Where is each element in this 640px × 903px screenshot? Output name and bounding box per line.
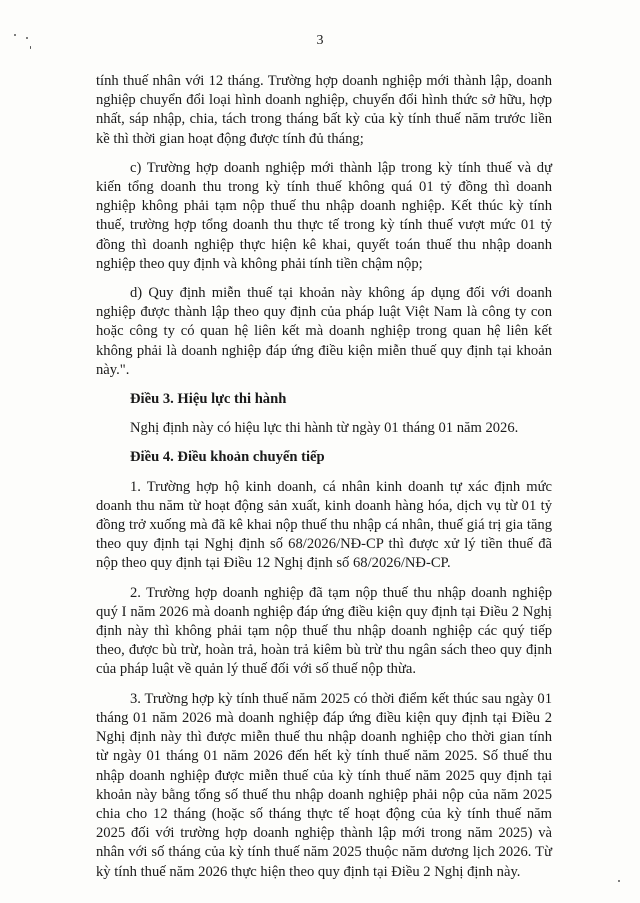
article-4-item-2: 2. Trường hợp doanh nghiệp đã tạm nộp thuế thu nhập doanh nghiệp quý I năm 2026 mà doanh nghiệp đáp ứng điều kiện quy định tại Điều 2 Nghị định này thì không phải tạm nộp thuế thu nhập doanh nghiệp các quý tiếp theo, được bù trừ, hoàn trả, hoàn trả kiêm bù trừ thu ngân sách theo quy định của pháp luật về quản lý thuế đối với số thuế nộp thừa.: [96, 584, 552, 678]
page-number: 3: [316, 33, 324, 48]
article-4-heading: Điều 4. Điều khoản chuyển tiếp: [130, 449, 325, 466]
article-4-item-3: 3. Trường hợp kỳ tính thuế năm 2025 có thời điểm kết thúc sau ngày 01 tháng 01 năm 2026 mà doanh nghiệp đáp ứng điều kiện quy định tại Điều 2 Nghị định này thì được miễn thuế thu nhập doanh nghiệp cho thời gian tính từ ngày 01 tháng 01 năm 2026 đến hết kỳ tính thuế năm 2025. Số thuế thu nhập doanh nghiệp được miễn thuế của kỳ tính thuế năm 2025 quy định tại khoản này bằng tổng số thuế thu nhập doanh nghiệp phải nộp của năm 2025 chia cho 12 tháng (hoặc số tháng thực tế hoạt động của kỳ tính thuế năm 2025 đối với trường hợp doanh nghiệp thành lập mới trong năm 2025) và nhân với số tháng của kỳ tính thuế năm 2025 thuộc năm dương lịch 2026. Từ kỳ tính thuế năm 2026 thực hiện theo quy định tại Điều 2 Nghị định này.: [96, 690, 552, 880]
article-3-heading: Điều 3. Hiệu lực thi hành: [130, 391, 287, 408]
document-body: [96, 72, 552, 892]
paragraph-c: c) Trường hợp doanh nghiệp mới thành lập trong kỳ tính thuế và dự kiến tổng doanh thu trong kỳ tính thuế không quá 01 tỷ đồng thì doanh nghiệp không phải tạm nộp thuế thu nhập doanh nghiệp. Kết thúc kỳ tính thuế, trường hợp tổng doanh thu thực tế trong kỳ tính thuế vượt mức 01 tỷ đồng thì doanh nghiệp thực hiện kê khai, quyết toán thuế thu nhập doanh nghiệp theo quy định và không phải tính tiền chậm nộp;: [96, 159, 552, 272]
article-3-text: Nghị định này có hiệu lực thi hành từ ngày 01 tháng 01 năm 2026.: [130, 420, 519, 437]
paragraph-d: d) Quy định miễn thuế tại khoản này không áp dụng đối với doanh nghiệp được thành lập theo quy định của pháp luật Việt Nam là công ty con hoặc công ty có quan hệ liên kết mà doanh nghiệp trong quan hệ liên kết không phải là doanh nghiệp đáp ứng điều kiện miễn thuế quy định tại khoản này.".: [96, 285, 552, 378]
article-4-item-1: 1. Trường hợp hộ kinh doanh, cá nhân kinh doanh tự xác định mức doanh thu năm từ hoạt động sản xuất, kinh doanh hàng hóa, dịch vụ từ 01 tỷ đồng trở xuống mà đã kê khai nộp thuế thu nhập cá nhân, thuế giá trị gia tăng theo quy định tại Nghị định số 68/2026/NĐ-CP thì được xử lý tiền thuế đã nộp theo quy định tại Điều 12 Nghị định số 68/2026/NĐ-CP.: [96, 478, 552, 572]
paragraph-continuation: tính thuế nhân với 12 tháng. Trường hợp doanh nghiệp mới thành lập, doanh nghiệp chuyển đổi loại hình doanh nghiệp, chuyển đổi hình thức sở hữu, hợp nhất, sáp nhập, chia, tách trong tháng bất kỳ của kỳ tính thuế năm trước liền kề thì thời gian hoạt động được tính đủ tháng;: [96, 73, 552, 147]
